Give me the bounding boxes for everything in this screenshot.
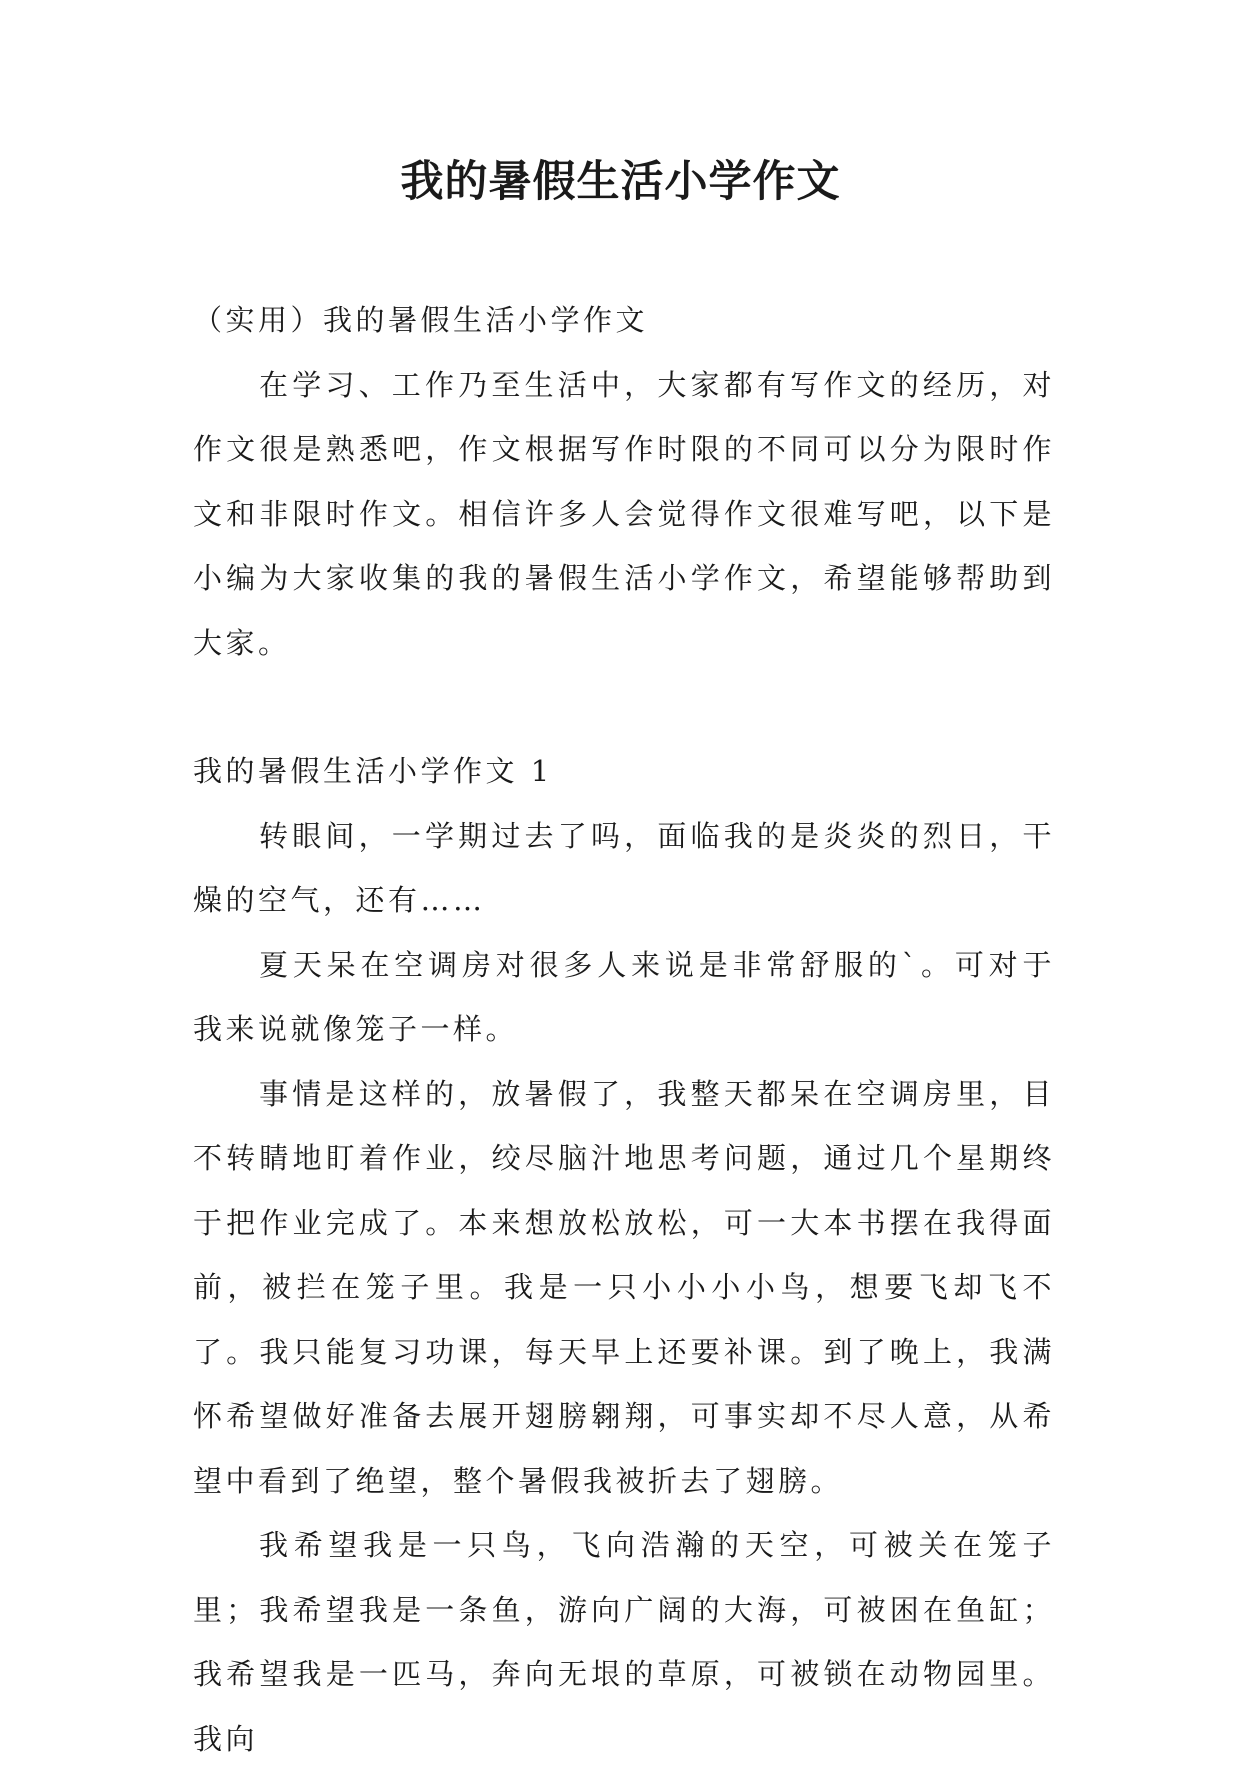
intro-paragraph: 在学习、工作乃至生活中，大家都有写作文的经历，对作文很是熟悉吧，作文根据写作时限的不同可以分为限时作文和非限时作文。相信许多人会觉得作文很难写吧，以下是小编为大家收集的我的暑假生活小学作文，希望能够帮助到大家。	[193, 367, 1055, 660]
document-title: 我的暑假生活小学作文	[400, 157, 841, 207]
body-paragraph: 夏天呆在空调房对很多人来说是非常舒服的`。可对于我来说就像笼子一样。	[193, 947, 1055, 1046]
document-body	[193, 288, 1055, 1771]
section-heading: 我的暑假生活小学作文 1	[193, 754, 553, 788]
body-paragraph: 事情是这样的，放暑假了，我整天都呆在空调房里，目不转睛地盯着作业，绞尽脑汁地思考问题，通过几个星期终于把作业完成了。本来想放松放松，可一大本书摆在我得面前，被拦在笼子里。我是一只小小小小鸟，想要飞却飞不了。我只能复习功课，每天早上还要补课。到了晚上，我满怀希望做好准备去展开翅膀翱翔，可事实却不尽人意，从希望中看到了绝望，整个暑假我被折去了翅膀。	[193, 1076, 1055, 1498]
body-paragraph: 转眼间，一学期过去了吗，面临我的是炎炎的烈日，干燥的空气，还有……	[193, 818, 1055, 917]
body-paragraph: 我希望我是一只鸟，飞向浩瀚的天空，可被关在笼子里；我希望我是一条鱼，游向广阔的大海，可被困在鱼缸；我希望我是一匹马，奔向无垠的草原，可被锁在动物园里。我向	[193, 1528, 1055, 1756]
subtitle: （实用）我的暑假生活小学作文	[193, 303, 649, 337]
